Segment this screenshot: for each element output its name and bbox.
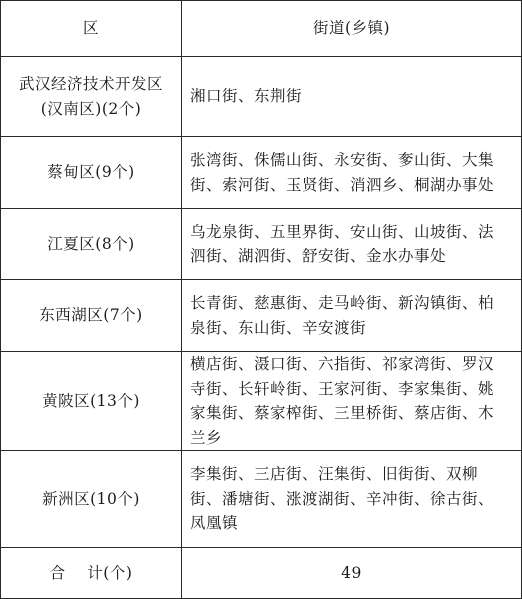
district-cell [1,280,182,352]
header-streets: 街道(乡镇) [182,1,522,57]
streets-line: 凤凰镇 [190,514,239,533]
total-label: 合 计(个) [1,548,182,599]
table-row [1,280,522,352]
streets-line: 兰乡 [190,428,223,447]
streets-line: 李集街、三店街、汪集街、旧街街、双柳 [190,465,479,484]
district-cell [1,209,182,280]
district-name-line: 武汉经济技术开发区 [18,75,163,93]
streets-cell [182,280,522,352]
district-name-line: (汉南区)(2个) [40,99,142,118]
header-district: 区 [1,1,182,57]
streets-cell [182,209,522,280]
district-name-line: 蔡甸区(9个) [47,163,135,182]
streets-cell [182,137,522,209]
district-name-line: 东西湖区(7个) [39,306,143,325]
table-header-row [1,1,522,57]
streets-line: 泉街、东山街、辛安渡街 [190,318,367,337]
total-row [1,548,522,599]
streets-cell [182,352,522,451]
table-row [1,352,522,451]
table-row [1,451,522,548]
district-name-line: 江夏区(8个) [47,234,135,253]
table-row [1,57,522,137]
streets-line: 街、潘塘街、涨渡湖街、辛冲街、徐古街、 [190,489,495,508]
total-value: 49 [182,548,522,599]
streets-cell [182,451,522,548]
streets-line: 街、索河街、玉贤街、消泗乡、桐湖办事处 [190,175,495,194]
table-row [1,209,522,280]
district-cell [1,451,182,548]
district-name-line: 黄陂区(13个) [42,391,140,410]
streets-line: 张湾街、侏儒山街、永安街、奓山街、大集 [190,151,495,169]
district-cell [1,57,182,137]
district-cell [1,137,182,209]
streets-line: 横店街、滠口街、六指街、祁家湾街、罗汉 [190,355,495,373]
streets-cell [182,57,522,137]
streets-line: 泗街、湖泗街、舒安街、金水办事处 [190,247,447,265]
district-cell [1,352,182,451]
streets-line: 家集街、蔡家榨街、三里桥街、蔡店街、木 [190,404,495,422]
table-row [1,137,522,209]
streets-line: 寺街、长轩岭街、王家河街、李家集街、姚 [190,379,495,398]
district-name-line: 新洲区(10个) [42,489,140,508]
streets-line: 长青街、慈惠街、走马岭街、新沟镇街、柏 [190,294,495,312]
streets-line: 湘口街、东荆街 [190,87,303,106]
streets-line: 乌龙泉街、五里界街、安山街、山坡街、法 [190,222,495,241]
